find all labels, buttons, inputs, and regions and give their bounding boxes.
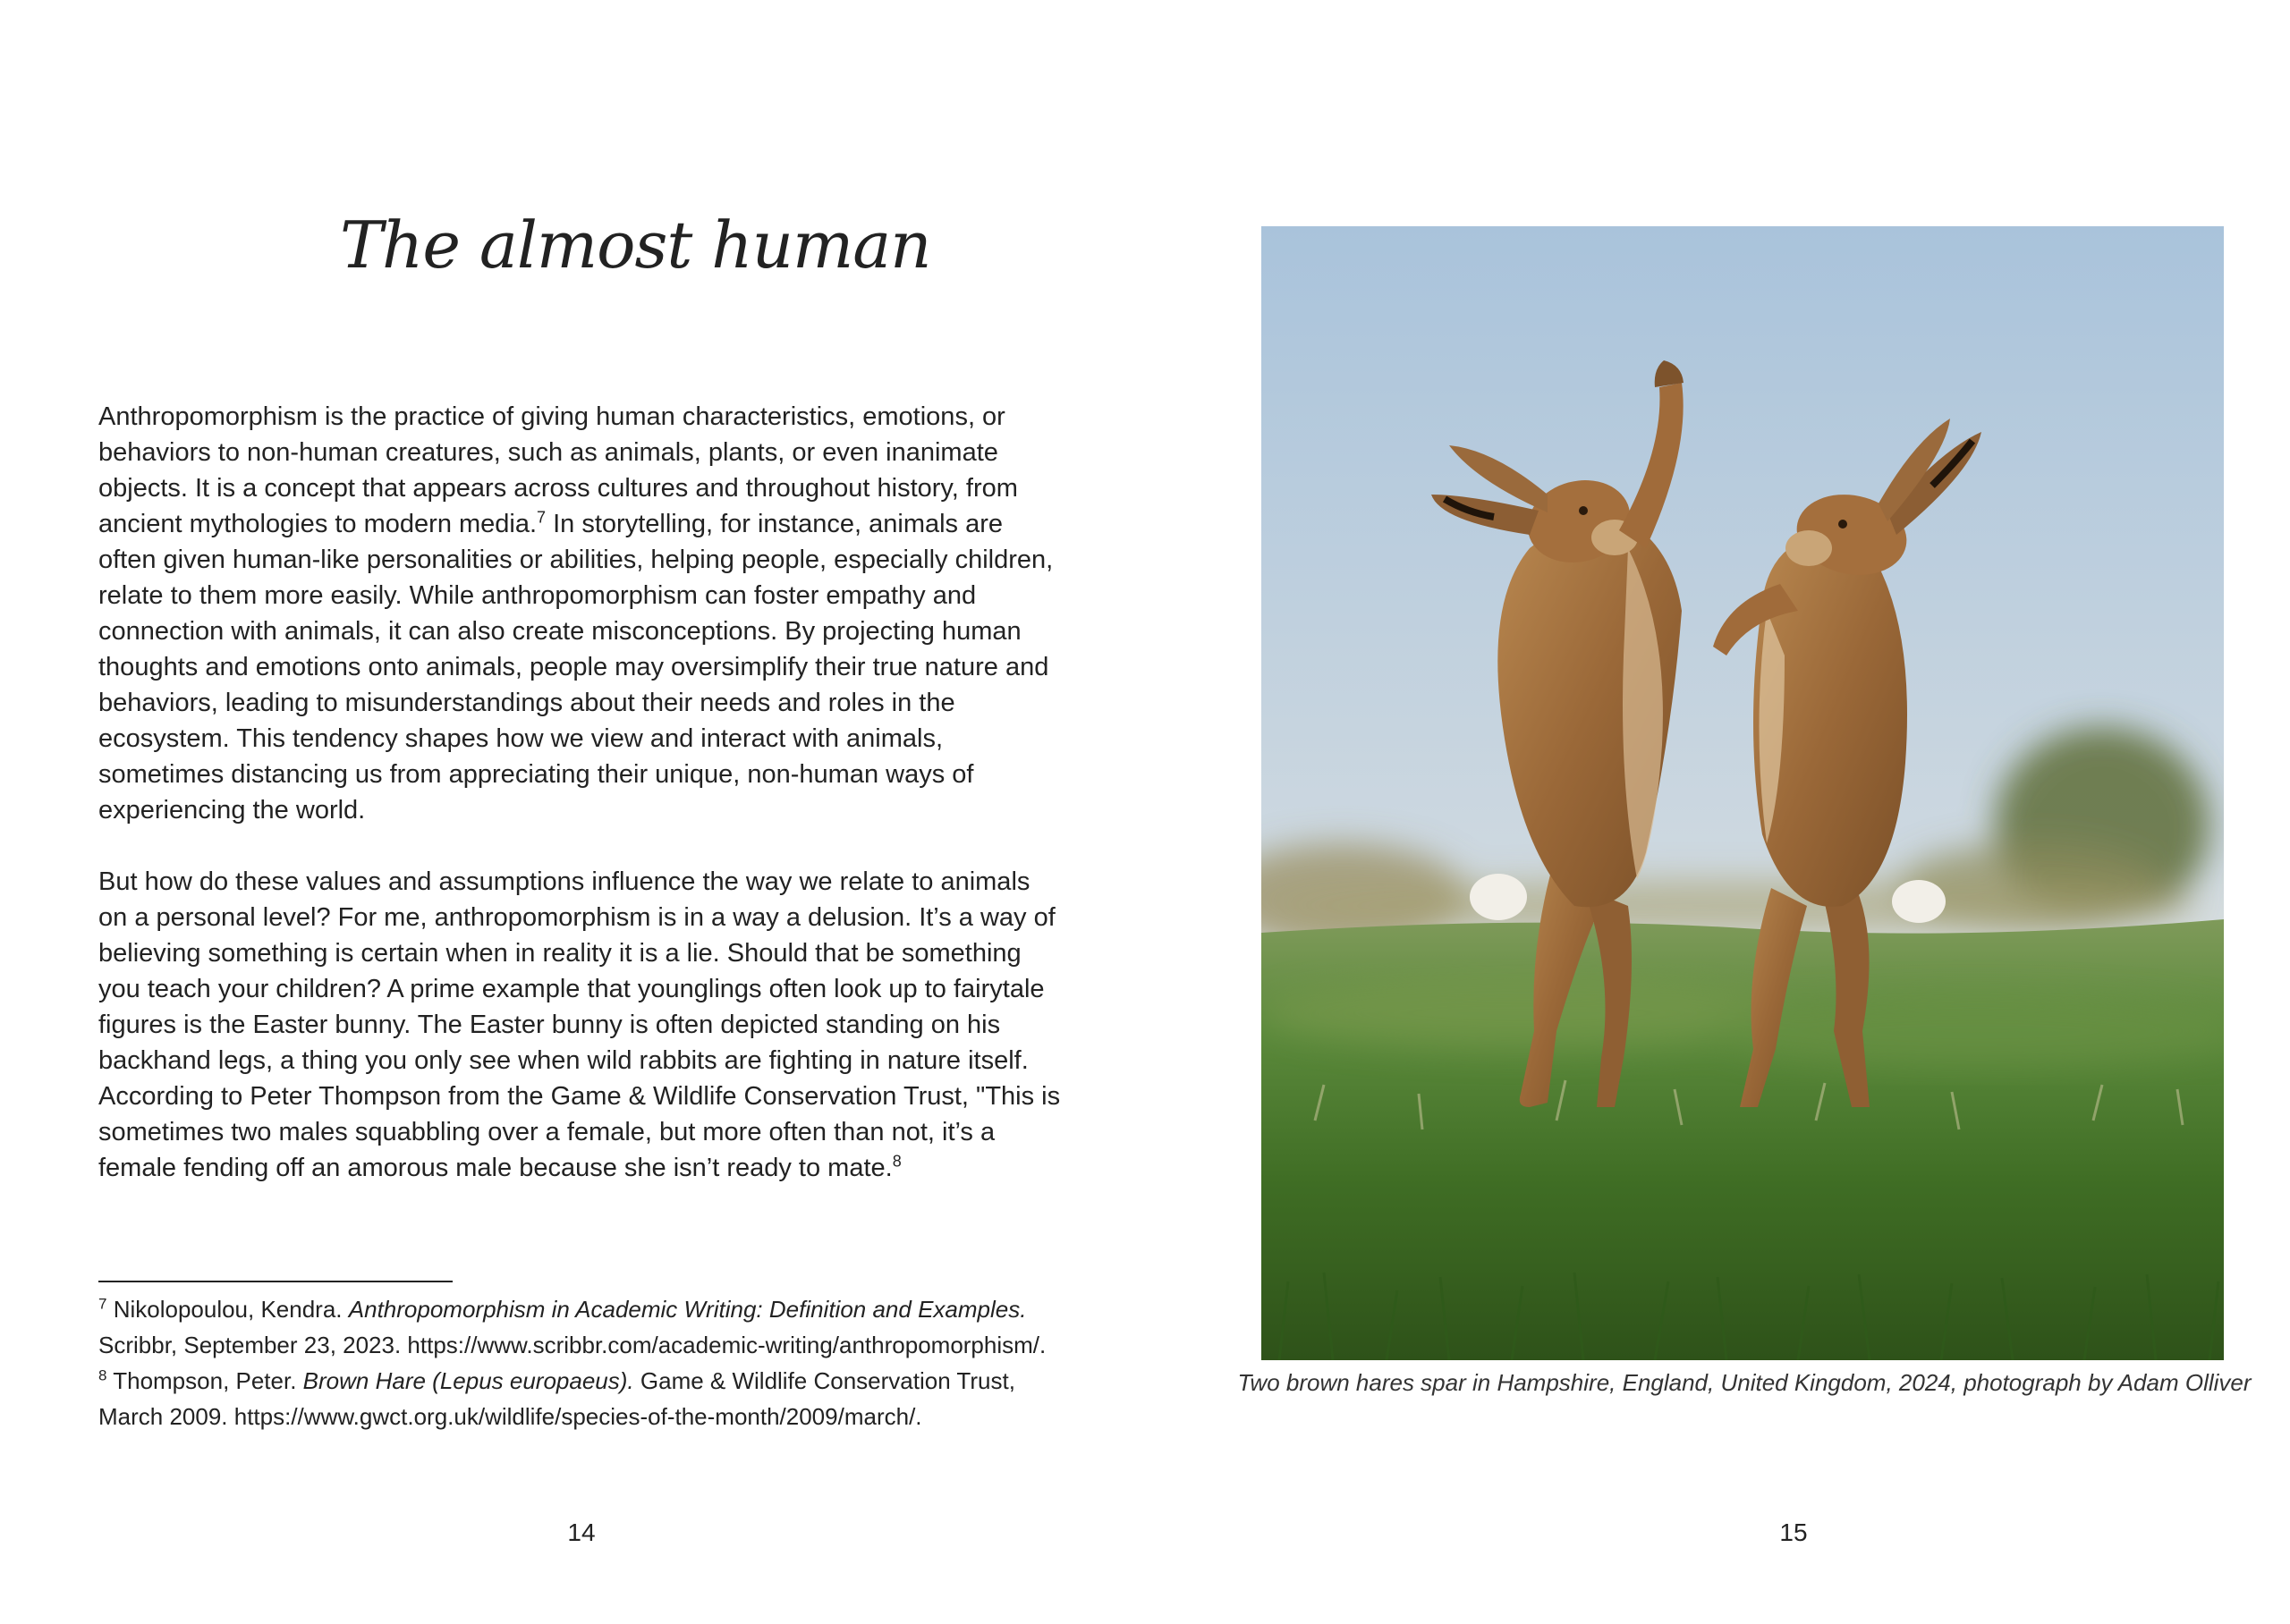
footnotes — [98, 1291, 1064, 1434]
photo-caption: Two brown hares spar in Hampshire, England, United Kingdom, 2024, photograph by Adam Olliver — [1237, 1369, 2252, 1396]
footnote-8: $^8$ Thompson, Peter. Brown Hare (Lepus europaeus). Game & Wildlife Conservation Trust, March 2009. https://www.gwct.org.uk/wildlife/species-of-the-month/2009/march/. — [98, 1366, 1015, 1430]
footnote-7-link[interactable]: Scribbr, September 23, 2023. https://www.scribbr.com/academic-writing/anthropomorphism/. — [98, 1332, 1047, 1358]
boxing-hares-photo — [1261, 226, 2224, 1360]
paragraph-1: Anthropomorphism is the practice of giving human characteristics, emotions, or behaviors to non-human creatures, such as animals, plants, or even inanimate objects. It is a concept that appears across cultures and throughout history, from ancient mythologies to modern media.$^7$ In storytelling, for instance, animals are often given human-like personalities or abilities, helping people, especially children, relate to them more easily. While anthropomorphism can foster empathy and connection with animals, it can also create misconceptions. By projecting human thoughts and emotions onto animals, people may oversimplify their true nature and behaviors, leading to misunderstandings about their needs and roles in the ecosystem. This tendency shapes how we view and interact with animals, sometimes distancing us from appreciating their unique, non-human ways of experiencing the world. — [98, 402, 1054, 825]
page-title: The almost human — [340, 207, 931, 283]
footnote-8-link[interactable]: Game & Wildlife Conservation Trust, March 2009. https://www.gwct.org.uk/wildlife/species-of-the-month/2009/march/. — [98, 1367, 1015, 1430]
page-number-right: 15 — [1779, 1518, 1808, 1546]
right-page — [1145, 0, 2290, 1624]
footnote-ref-8[interactable]: 8 — [892, 1152, 902, 1171]
footnote-7: $^7$ Nikolopoulou, Kendra. Anthropomorphism in Academic Writing: Definition and Examples. Scribbr, September 23, 2023. https://www.scribbr.com/academic-writing/anthropomorphism/. — [98, 1295, 1047, 1358]
paragraph-2: But how do these values and assumptions influence the way we relate to animals on a personal level? For me, anthropomorphism is in a way a delusion. It’s a way of believing something is certain when in reality it is a lie. Should that be something you teach your children? A prime example that younglings often look up to fairytale figures is the Easter bunny. The Easter bunny is often depicted standing on his backhand legs, a thing you only see when wild rabbits are fighting in nature itself. According to Peter Thompson from the Game & Wildlife Conservation Trust, "This is sometimes two males squabbling over a female, but more often than not, it’s a female fending off an amorous male because she isn’t ready to mate.$^8$ — [98, 867, 1061, 1182]
body-text — [98, 399, 1064, 1222]
footnote-divider — [98, 1281, 453, 1282]
page-number-left: 14 — [567, 1518, 596, 1546]
footnote-ref-7[interactable]: 7 — [537, 508, 547, 527]
